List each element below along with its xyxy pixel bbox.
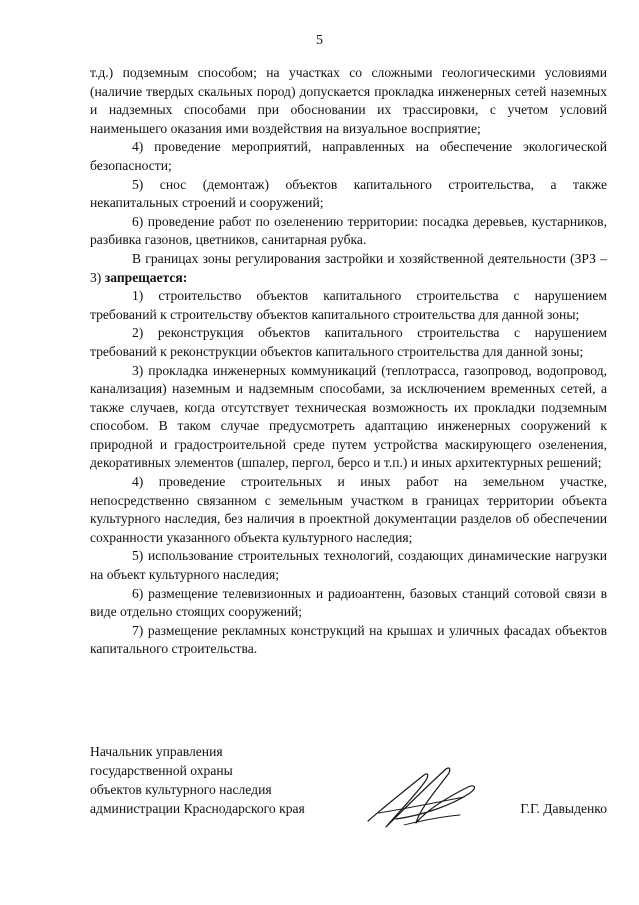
position-line: объектов культурного наследия	[90, 782, 272, 797]
prohibited-heading: запрещается:	[104, 269, 188, 285]
list-item: 6) проведение работ по озеленению территории: посадка деревьев, кустарников, разбивка газонов, цветников, санитарная рубка.	[90, 213, 607, 248]
list-item: 4) проведение мероприятий, направленных на обеспечение экологической безопасности;	[90, 139, 607, 173]
list-item: 7) размещение рекламных конструкций на крышах и уличных фасадах объектов капитального строительства.	[90, 622, 607, 657]
list-item: 5) использование строительных технологий, создающих динамические нагрузки на объект культурного наследия;	[90, 548, 607, 583]
position-line: государственной охраны	[90, 763, 233, 778]
list-item: 6) размещение телевизионных и радиоантенн, базовых станций сотовой связи в виде отдельно стоящих сооружений;	[90, 585, 607, 620]
zone-intro-text: В границах зоны регулирования застройки и хозяйственной деятельности (ЗРЗ – 3)	[90, 250, 607, 285]
list-item: 4) проведение строительных и иных работ на земельном участке, непосредственно связанном с земельным участком в границах территории объекта культурного наследия, без наличия в проектной документации разделов об обеспечении сохранности указанного объекта культурного наследия;	[90, 474, 607, 545]
list-item: 2) реконструкция объектов капитального строительства с нарушением требований к реконструкции объектов капитального строительства для данной зоны;	[90, 325, 607, 359]
signature-block	[90, 742, 607, 818]
handwritten-signature	[364, 763, 482, 833]
list-item: 3) прокладка инженерных коммуникаций (теплотрасса, газопровод, водопровод, канализация) наземным и надземным способами, за исключением временных сетей, а также случаев, когда отсутствует техническая возможность их прокладки подземным способом. В таком случае предусмотреть адаптацию инженерных сооружений к природной и градостроительной среде путем устройства маскирующего озеленения, декоративных элементов (шпалер, пергол, берсо и т.п.) и иных архитектурных решений;	[90, 362, 607, 471]
position-line: администрации Краснодарского края	[90, 801, 305, 816]
document-body	[90, 64, 607, 659]
page-number: 5	[316, 33, 323, 48]
list-item: 1) строительство объектов капитального строительства с нарушением требований к строительству объектов капитального строительства для данной зоны;	[90, 288, 607, 322]
paragraph	[90, 250, 607, 287]
signatory-name: Г.Г. Давыденко	[520, 801, 607, 816]
paragraph: т.д.) подземным способом; на участках со сложными геологическими условиями (наличие твердых скальных пород) допускается прокладка инженерных сетей наземных и надземных способами при обосновании их трассировки, с учетом условий наименьшего оказания ими воздействия на визуальное восприятие;	[90, 65, 607, 136]
position-line: Начальник управления	[90, 744, 223, 759]
list-item: 5) снос (демонтаж) объектов капитального строительства, а также некапитальных строений и сооружений;	[90, 176, 607, 211]
